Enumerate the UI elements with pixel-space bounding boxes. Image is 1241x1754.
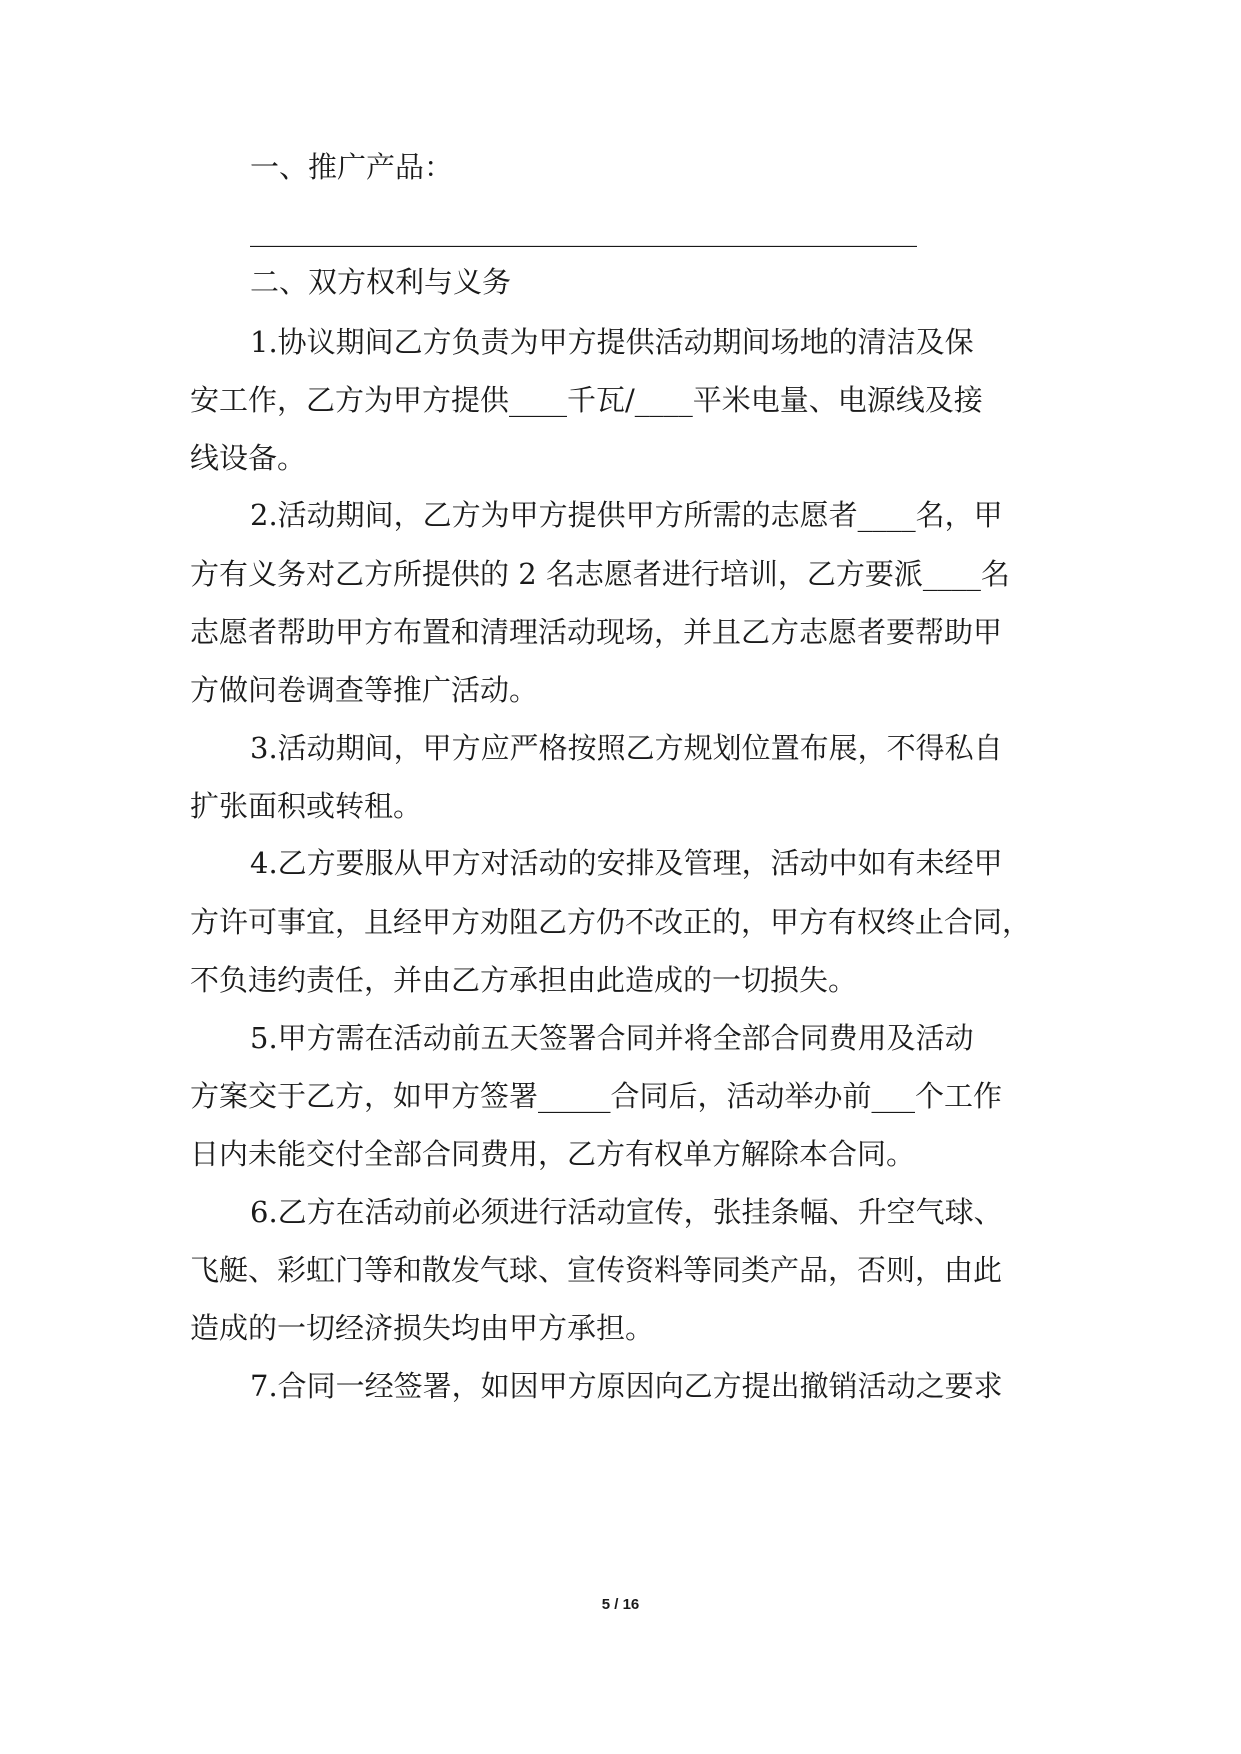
clause-3-line-1: 3.活动期间，甲方应严格按照乙方规划位置布展，不得私自 bbox=[250, 731, 1003, 765]
clause-6-line-3: 造成的一切经济损失均由甲方承担。 bbox=[190, 1311, 655, 1345]
clause-4-line-2: 方许可事宜，且经甲方劝阻乙方仍不改正的，甲方有权终止合同， bbox=[190, 905, 1032, 939]
clause-6-line-2: 飞艇、彩虹门等和散发气球、宣传资料等同类产品，否则，由此 bbox=[190, 1253, 1003, 1287]
clause-1-line-2: 安工作，乙方为甲方提供____千瓦/____平米电量、电源线及接 bbox=[190, 383, 983, 417]
clause-3-line-2: 扩张面积或转租。 bbox=[190, 789, 423, 823]
clause-2-line-4: 方做问卷调查等推广活动。 bbox=[190, 673, 539, 707]
clause-2-line-3: 志愿者帮助甲方布置和清理活动现场，并且乙方志愿者要帮助甲 bbox=[190, 615, 1003, 649]
clause-5-line-1: 5.甲方需在活动前五天签署合同并将全部合同费用及活动 bbox=[250, 1021, 974, 1055]
blank-fill-line: ______________________________________________ bbox=[250, 213, 917, 247]
clause-4-line-3: 不负违约责任，并由乙方承担由此造成的一切损失。 bbox=[190, 963, 858, 997]
clause-5-line-2: 方案交于乙方，如甲方签署_____合同后，活动举办前___个工作 bbox=[190, 1079, 1003, 1113]
page-number: 5 / 16 bbox=[601, 1596, 640, 1613]
section-heading-products: 一、推广产品： bbox=[250, 150, 454, 184]
clause-2-line-1: 2.活动期间，乙方为甲方提供甲方所需的志愿者____名，甲 bbox=[250, 498, 1003, 532]
clause-5-line-3: 日内未能交付全部合同费用，乙方有权单方解除本合同。 bbox=[190, 1137, 916, 1171]
section-heading-rights: 二、双方权利与义务 bbox=[250, 265, 512, 299]
clause-4-line-1: 4.乙方要服从甲方对活动的安排及管理，活动中如有未经甲 bbox=[250, 846, 1003, 880]
clause-2-line-2: 方有义务对乙方所提供的 2 名志愿者进行培训，乙方要派____名 bbox=[190, 557, 1010, 591]
clause-1-line-1: 1.协议期间乙方负责为甲方提供活动期间场地的清洁及保 bbox=[250, 325, 974, 359]
clause-6-line-1: 6.乙方在活动前必须进行活动宣传，张挂条幅、升空气球、 bbox=[250, 1195, 1003, 1229]
clause-7-line-1: 7.合同一经签署，如因甲方原因向乙方提出撤销活动之要求 bbox=[250, 1369, 1003, 1403]
clause-1-line-3: 线设备。 bbox=[190, 441, 307, 475]
